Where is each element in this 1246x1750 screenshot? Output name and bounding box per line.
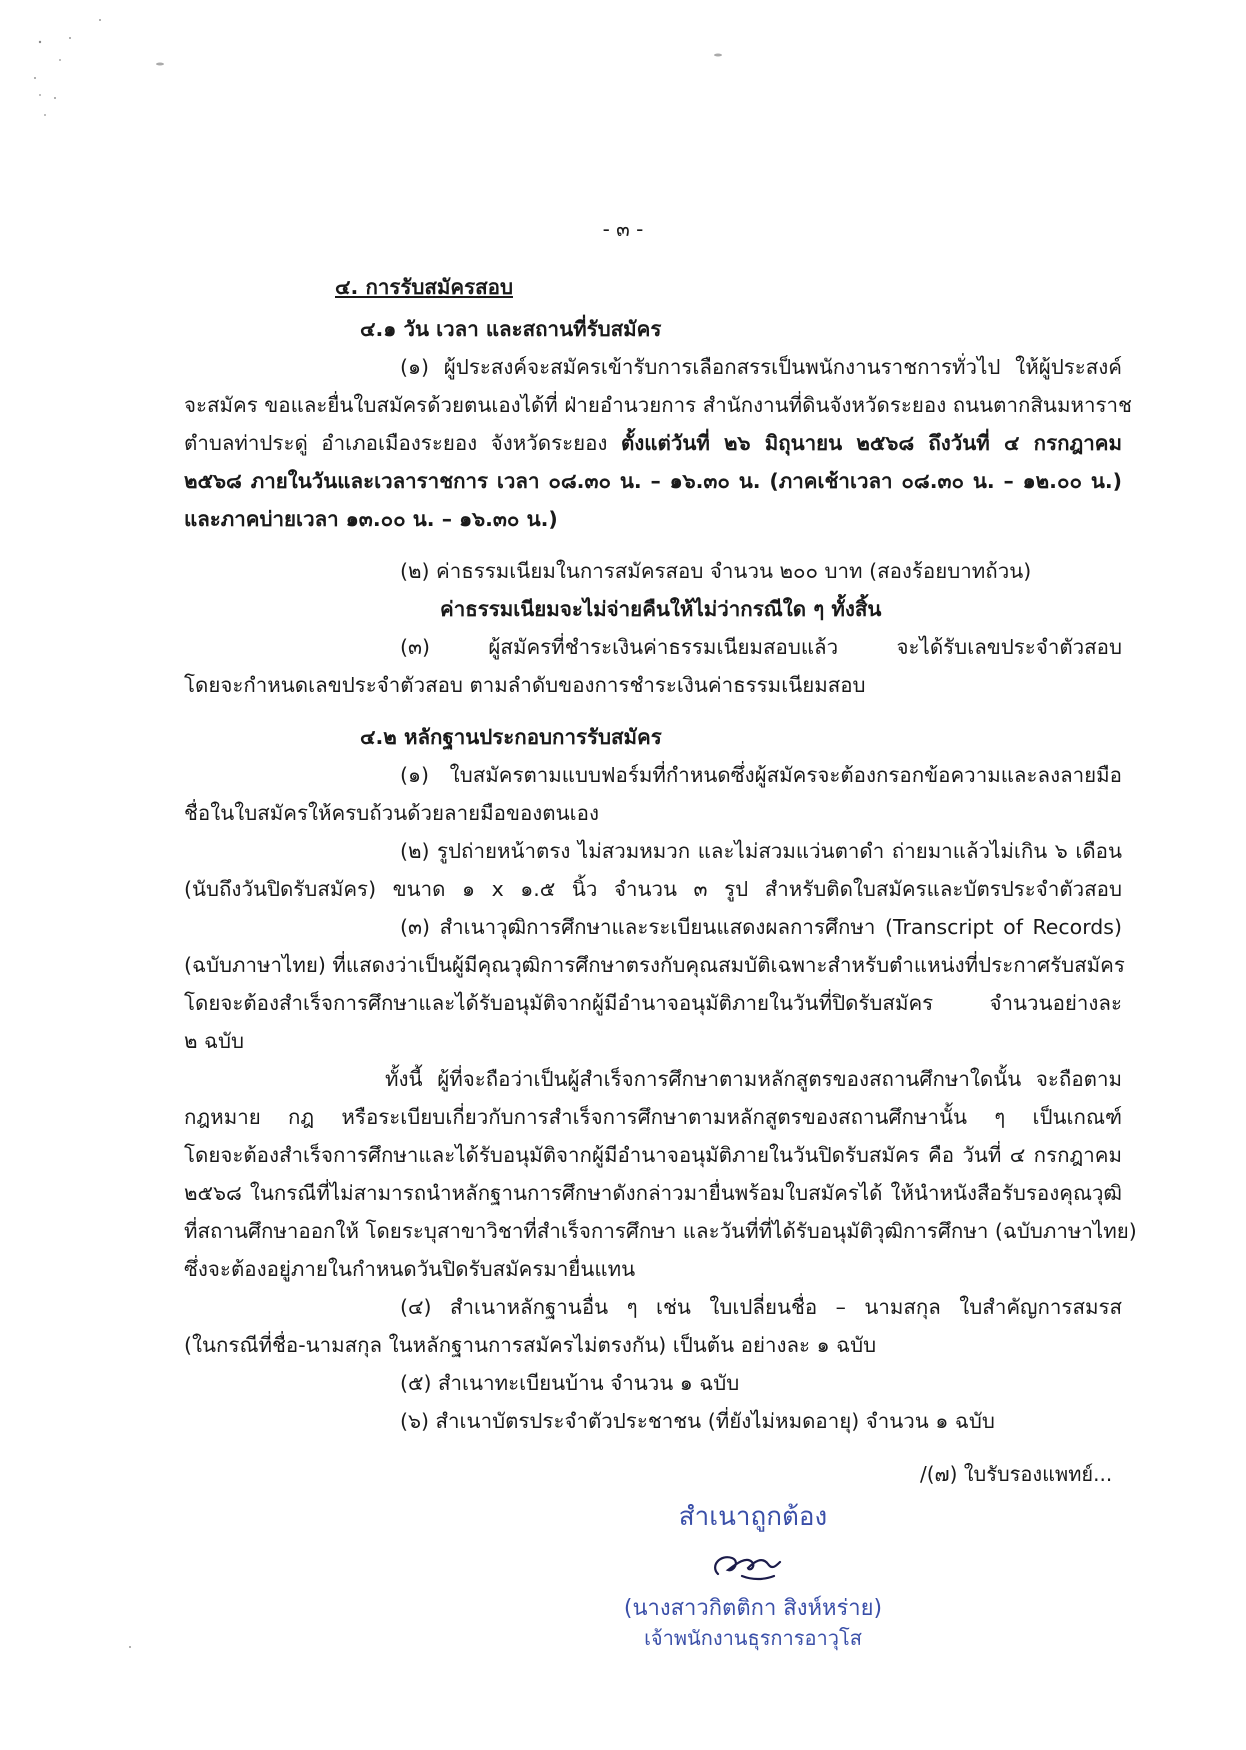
certifier-position: เจ้าพนักงานธุรการอาวุโส [644,1626,862,1650]
text-line: ตำบลท่าประดู่ อำเภอเมืองระยอง จังหวัดระยอง ตั้งแต่วันที่ ๒๖ มิถุนายน ๒๕๖๘ ถึงวันที่ ๔ กรกฎาคม [184,431,1122,455]
text-line: โดยจะต้องสำเร็จการศึกษาและได้รับอนุมัติจากผู้มีอำนาจอนุมัติภายในวันที่ปิดรับสมัคร จำนวนอย่างละ [184,991,1122,1015]
certification-title: สำเนาถูกต้อง [678,1502,828,1532]
text-line: และภาคบ่ายเวลา ๑๓.๐๐ น. – ๑๖.๓๐ น.) [184,507,558,531]
text-line: จะสมัคร ขอและยื่นใบสมัครด้วยตนเองได้ที่ ฝ่ายอำนวยการ สำนักงานที่ดินจังหวัดระยอง ถนนตากสินมหาราช [184,393,1132,417]
text-line: ๒ ฉบับ [184,1029,245,1053]
text-line: ๔. การรับสมัครสอบ [335,275,513,299]
text-line: โดยจะกำหนดเลขประจำตัวสอบ ตามลำดับของการชำระเงินค่าธรรมเนียมสอบ [184,673,866,697]
text-line: ทั้งนี้ ผู้ที่จะถือว่าเป็นผู้สำเร็จการศึกษาตามหลักสูตรของสถานศึกษาใดนั้น จะถือตาม [385,1067,1122,1091]
text-line: (๕) สำเนาทะเบียนบ้าน จำนวน ๑ ฉบับ [400,1371,740,1395]
page-number: - ๓ - [602,217,644,241]
text-line: ๔.๒ หลักฐานประกอบการรับสมัคร [360,725,662,749]
text-line: ๒๕๖๘ ในกรณีที่ไม่สามารถนำหลักฐานการศึกษาดังกล่าวมายื่นพร้อมใบสมัครได้ ให้นำหนังสือรับรองคุณวุฒิ [184,1181,1122,1205]
text-line: ที่สถานศึกษาออกให้ โดยระบุสาขาวิชาที่สำเร็จการศึกษา และวันที่ที่ได้รับอนุมัติวุฒิการศึกษา (ฉบับภาษาไทย) [184,1219,1137,1243]
text-line: ซึ่งจะต้องอยู่ภายในกำหนดวันปิดรับสมัครมายื่นแทน [184,1257,636,1281]
text-line: (๓) สำเนาวุฒิการศึกษาและระเบียนแสดงผลการศึกษา (Transcript of Records) [400,915,1122,939]
certifier-name: (นางสาวกิตติกา สิงห์หร่าย) [623,1596,883,1621]
text-line: ค่าธรรมเนียมจะไม่จ่ายคืนให้ไม่ว่ากรณีใด ๆ ทั้งสิ้น [440,597,882,621]
text-line: (๓) ผู้สมัครที่ชำระเงินค่าธรรมเนียมสอบแล้ว จะได้รับเลขประจำตัวสอบ [400,635,1122,659]
text-line: (๖) สำเนาบัตรประจำตัวประชาชน (ที่ยังไม่หมดอายุ) จำนวน ๑ ฉบับ [400,1409,995,1433]
text-line: กฎหมาย กฎ หรือระเบียบเกี่ยวกับการสำเร็จการศึกษาตามหลักสูตรของสถานศึกษานั้น ๆ เป็นเกณฑ์ [184,1105,1122,1129]
text-line: ๒๕๖๘ ภายในวันและเวลาราชการ เวลา ๐๘.๓๐ น. – ๑๖.๓๐ น. (ภาคเช้าเวลา ๐๘.๓๐ น. – ๑๒.๐๐ น.) [184,469,1122,493]
text-line: โดยจะต้องสำเร็จการศึกษาและได้รับอนุมัติจากผู้มีอำนาจอนุมัติภายในวันปิดรับสมัคร คือ วันที่ ๔ กรกฎาคม [184,1143,1122,1167]
text-line: (๒) ค่าธรรมเนียมในการสมัครสอบ จำนวน ๒๐๐ บาท (สองร้อยบาทถ้วน) [400,559,1032,583]
text-line: (๒) รูปถ่ายหน้าตรง ไม่สวมหมวก และไม่สวมแว่นตาดำ ถ่ายมาแล้วไม่เกิน ๖ เดือน [400,839,1122,863]
text-line: (๔) สำเนาหลักฐานอื่น ๆ เช่น ใบเปลี่ยนชื่อ – นามสกุล ใบสำคัญการสมรส [400,1295,1122,1319]
text-line: ๔.๑ วัน เวลา และสถานที่รับสมัคร [360,317,662,341]
signature-mark [690,1536,810,1586]
text-line: ชื่อในใบสมัครให้ครบถ้วนด้วยลายมือของตนเอง [184,801,599,825]
text-line: (๑) ใบสมัครตามแบบฟอร์มที่กำหนดซึ่งผู้สมัครจะต้องกรอกข้อความและลงลายมือ [400,763,1122,787]
text-line: (๑) ผู้ประสงค์จะสมัครเข้ารับการเลือกสรรเป็นพนักงานราชการทั่วไป ให้ผู้ประสงค์ [400,355,1122,379]
continuation-note: /(๗) ใบรับรองแพทย์... [920,1462,1113,1486]
text-line: (ในกรณีที่ชื่อ-นามสกุล ในหลักฐานการสมัครไม่ตรงกัน) เป็นต้น อย่างละ ๑ ฉบับ [184,1333,877,1357]
text-line: (นับถึงวันปิดรับสมัคร) ขนาด ๑ x ๑.๕ นิ้ว จำนวน ๓ รูป สำหรับติดใบสมัครและบัตรประจำตัวสอบ [184,877,1122,901]
text-line: (ฉบับภาษาไทย) ที่แสดงว่าเป็นผู้มีคุณวุฒิการศึกษาตรงกับคุณสมบัติเฉพาะสำหรับตำแหน่งที่ประกาศรับสมัคร [184,953,1125,977]
